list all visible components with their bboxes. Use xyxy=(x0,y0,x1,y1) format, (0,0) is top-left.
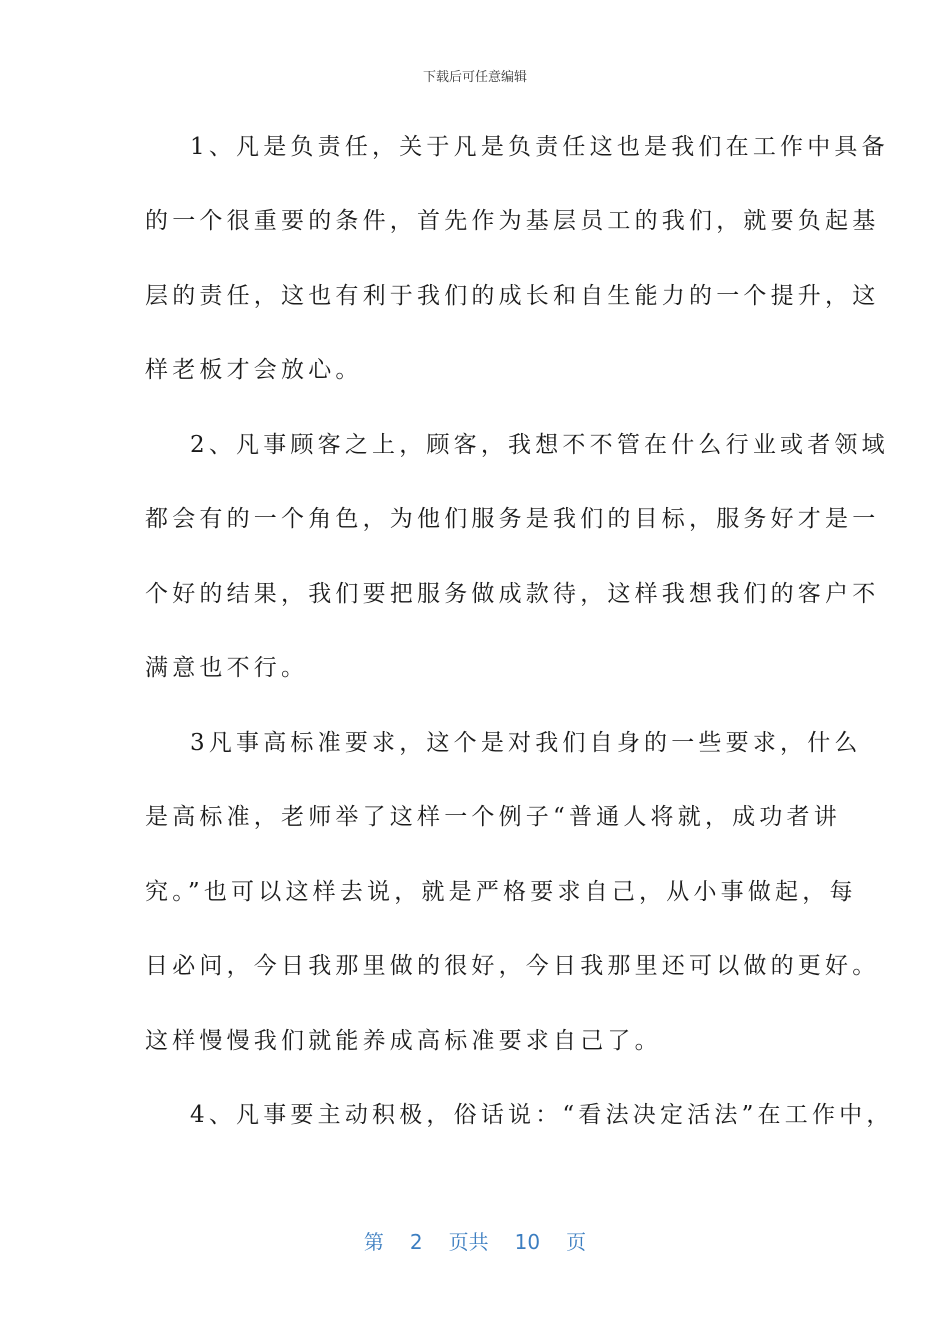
paragraph-line: 是高标准，老师举了这样一个例子“普通人将就，成功者讲 xyxy=(145,804,841,830)
page-number: 2 xyxy=(409,1230,423,1254)
paragraph-line: 个好的结果，我们要把服务做成款待，这样我想我们的客户不 xyxy=(145,581,880,607)
paragraph-line: 的一个很重要的条件，首先作为基层员工的我们，就要负起基 xyxy=(145,208,880,234)
paragraph-line: 1、凡是负责任，关于凡是负责任这也是我们在工作中具备 xyxy=(190,134,889,160)
paragraph-line: 都会有的一个角色，为他们服务是我们的目标，服务好才是一 xyxy=(145,506,880,532)
page-prefix: 第 xyxy=(363,1230,384,1254)
page-middle: 页共 xyxy=(448,1230,489,1254)
header-note: 下载后可任意编辑 xyxy=(422,70,527,85)
total-pages: 10 xyxy=(514,1230,541,1254)
paragraph-line: 层的责任，这也有利于我们的成长和自生能力的一个提升，这 xyxy=(145,283,880,309)
page-suffix: 页 xyxy=(566,1230,587,1254)
paragraph-line: 这样慢慢我们就能养成高标准要求自己了。 xyxy=(145,1028,662,1054)
paragraph-line: 究。”也可以这样去说，就是严格要求自己，从小事做起，每 xyxy=(145,879,857,905)
paragraph-line: 满意也不行。 xyxy=(145,655,309,681)
page-footer xyxy=(0,1226,950,1255)
paragraph-line: 样老板才会放心。 xyxy=(145,357,363,383)
paragraph-line: 4、凡事要主动积极，俗话说：“看法决定活法”在工作中， xyxy=(190,1102,894,1128)
paragraph-line: 2、凡事顾客之上，顾客，我想不不管在什么行业或者领域 xyxy=(190,432,889,458)
paragraph-line: 3凡事高标准要求，这个是对我们自身的一些要求，什么 xyxy=(190,730,862,756)
paragraph-line: 日必问，今日我那里做的很好，今日我那里还可以做的更好。 xyxy=(145,953,880,979)
